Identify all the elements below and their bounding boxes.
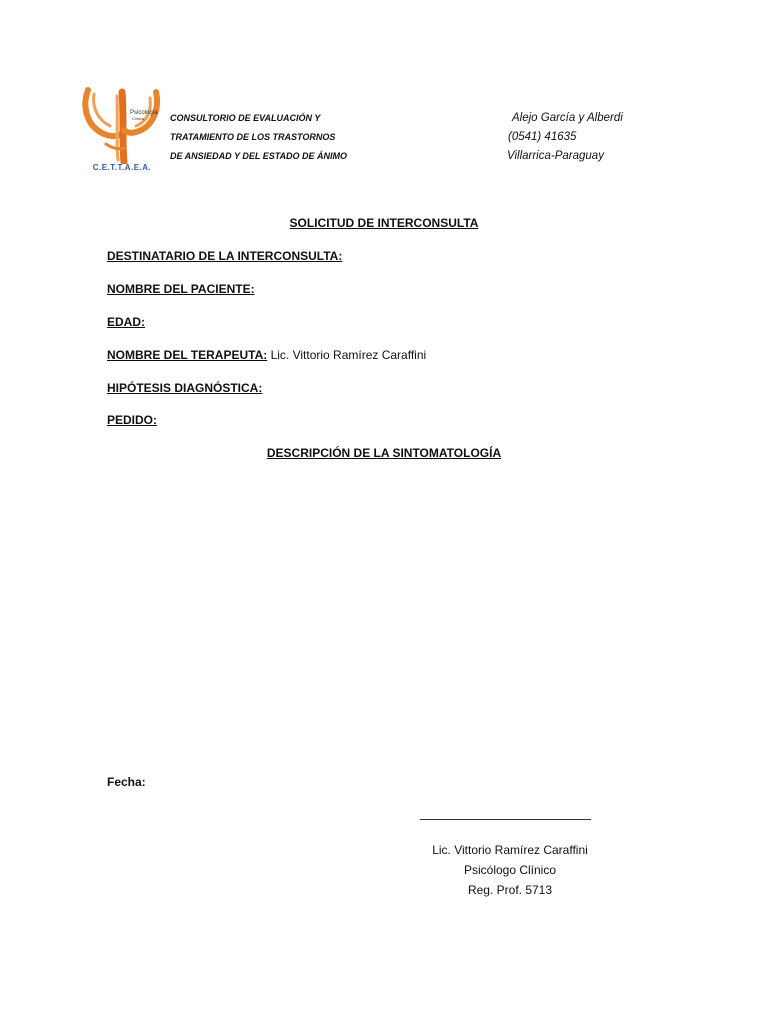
phone-line: (0541) 41635	[508, 131, 577, 143]
field-label: PEDIDO:	[107, 413, 158, 427]
date-label: Fecha:	[107, 775, 146, 789]
field-label: DESTINATARIO DE LA INTERCONSULTA:	[107, 249, 343, 263]
field-terapeuta	[107, 348, 426, 362]
field-destinatario	[107, 249, 342, 263]
logo-small-text-2: Clínica	[132, 116, 145, 121]
signature-line	[420, 819, 591, 820]
field-edad	[107, 315, 145, 329]
signature-registration: Reg. Prof. 5713	[467, 883, 553, 897]
signature-role: Psicólogo Clínico	[463, 863, 557, 877]
org-line: CONSULTORIO DE EVALUACIÓN Y	[170, 113, 321, 123]
field-pedido	[107, 413, 157, 427]
field-label: HIPÓTESIS DIAGNÓSTICA:	[107, 381, 263, 395]
field-label: EDAD:	[107, 315, 145, 329]
org-line: TRATAMIENTO DE LOS TRASTORNOS	[170, 132, 336, 142]
field-nombre-paciente	[107, 282, 255, 296]
psi-logo-icon	[80, 86, 164, 164]
field-label: NOMBRE DEL PACIENTE:	[107, 282, 255, 296]
clinic-logo	[80, 86, 164, 178]
field-value: Lic. Vittorio Ramírez Caraffini	[267, 348, 427, 362]
signature-name: Lic. Vittorio Ramírez Caraffini	[432, 843, 588, 857]
field-hipotesis	[107, 381, 262, 395]
address-line: Alejo García y Alberdi	[512, 112, 623, 124]
document-title: SOLICITUD DE INTERCONSULTA	[289, 216, 479, 230]
org-line: DE ANSIEDAD Y DEL ESTADO DE ÁNIMO	[170, 151, 348, 161]
section-title: DESCRIPCIÓN DE LA SINTOMATOLOGÍA	[266, 446, 502, 460]
logo-caption: C.E.T.T.A.E.A.	[92, 163, 152, 172]
org-name-block	[170, 112, 347, 169]
field-label: NOMBRE DEL TERAPEUTA:	[107, 348, 268, 362]
logo-small-text: Psicología	[130, 110, 158, 116]
city-line: Villarrica-Paraguay	[507, 150, 604, 162]
signature-block	[405, 840, 615, 900]
